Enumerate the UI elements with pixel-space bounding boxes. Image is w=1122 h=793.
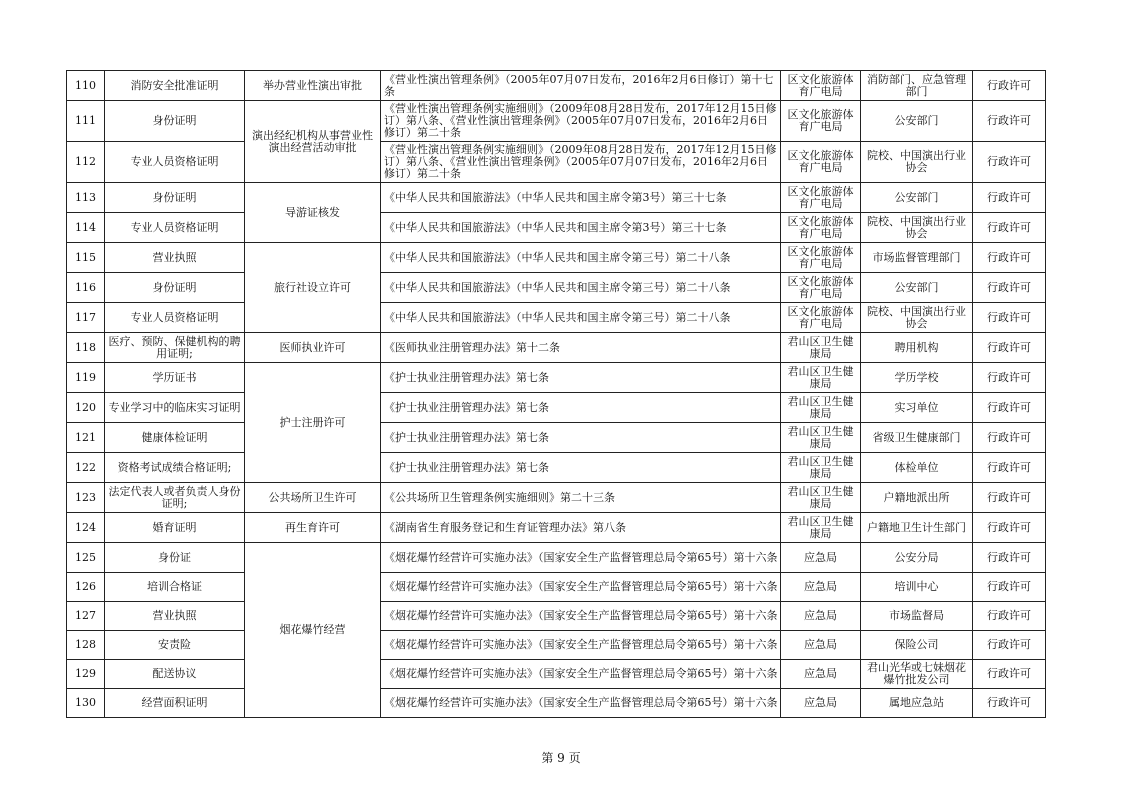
material-name-cell: 营业执照	[105, 243, 245, 273]
issuing-body-cell: 市场监督局	[861, 602, 973, 631]
approval-item-cell: 演出经纪机构从事营业性演出经营活动审批	[245, 101, 381, 183]
department-cell: 君山区卫生健康局	[781, 483, 861, 513]
category-cell: 行政许可	[973, 363, 1046, 393]
row-number-cell: 128	[67, 631, 105, 660]
row-number-cell: 123	[67, 483, 105, 513]
table-row	[67, 660, 1046, 689]
legal-basis-cell: 《烟花爆竹经营许可实施办法》（国家安全生产监督管理总局令第65号）第十六条	[381, 660, 781, 689]
legal-basis-cell: 《烟花爆竹经营许可实施办法》（国家安全生产监督管理总局令第65号）第十六条	[381, 602, 781, 631]
material-name-cell: 身份证	[105, 543, 245, 573]
issuing-body-cell: 院校、中国演出行业协会	[861, 213, 973, 243]
department-cell: 应急局	[781, 660, 861, 689]
approval-item-cell: 医师执业许可	[245, 333, 381, 363]
category-cell: 行政许可	[973, 573, 1046, 602]
row-number-cell: 124	[67, 513, 105, 543]
issuing-body-cell: 户籍地卫生计生部门	[861, 513, 973, 543]
row-number-cell: 121	[67, 423, 105, 453]
row-number-cell: 130	[67, 689, 105, 718]
department-cell: 君山区卫生健康局	[781, 423, 861, 453]
material-name-cell: 消防安全批准证明	[105, 71, 245, 101]
legal-basis-cell: 《营业性演出管理条例》（2005年07月07日发布，2016年2月6日修订）第十七条	[381, 71, 781, 101]
category-cell: 行政许可	[973, 71, 1046, 101]
category-cell: 行政许可	[973, 101, 1046, 142]
table-row	[67, 483, 1046, 513]
row-number-cell: 115	[67, 243, 105, 273]
page-number: 第 9 页	[541, 751, 581, 765]
table-row	[67, 513, 1046, 543]
row-number-cell: 113	[67, 183, 105, 213]
material-name-cell: 经营面积证明	[105, 689, 245, 718]
material-name-cell: 培训合格证	[105, 573, 245, 602]
department-cell: 区文化旅游体育广电局	[781, 183, 861, 213]
issuing-body-cell: 培训中心	[861, 573, 973, 602]
department-cell: 应急局	[781, 602, 861, 631]
table-row	[67, 243, 1046, 273]
table-row	[67, 423, 1046, 453]
issuing-body-cell: 公安部门	[861, 273, 973, 303]
category-cell: 行政许可	[973, 453, 1046, 483]
department-cell: 应急局	[781, 543, 861, 573]
issuing-body-cell: 聘用机构	[861, 333, 973, 363]
row-number-cell: 122	[67, 453, 105, 483]
material-name-cell: 身份证明	[105, 273, 245, 303]
category-cell: 行政许可	[973, 183, 1046, 213]
row-number-cell: 127	[67, 602, 105, 631]
material-name-cell: 婚育证明	[105, 513, 245, 543]
department-cell: 区文化旅游体育广电局	[781, 273, 861, 303]
table-row	[67, 689, 1046, 718]
issuing-body-cell: 保险公司	[861, 631, 973, 660]
category-cell: 行政许可	[973, 423, 1046, 453]
table-row	[67, 453, 1046, 483]
approval-item-cell: 烟花爆竹经营	[245, 543, 381, 718]
category-cell: 行政许可	[973, 602, 1046, 631]
department-cell: 区文化旅游体育广电局	[781, 71, 861, 101]
approval-item-cell: 再生育许可	[245, 513, 381, 543]
table-row	[67, 543, 1046, 573]
department-cell: 区文化旅游体育广电局	[781, 243, 861, 273]
approval-item-cell: 旅行社设立许可	[245, 243, 381, 333]
issuing-body-cell: 省级卫生健康部门	[861, 423, 973, 453]
material-name-cell: 资格考试成绩合格证明;	[105, 453, 245, 483]
row-number-cell: 112	[67, 142, 105, 183]
licensing-materials-table	[66, 70, 1046, 718]
issuing-body-cell: 市场监督管理部门	[861, 243, 973, 273]
issuing-body-cell: 属地应急站	[861, 689, 973, 718]
category-cell: 行政许可	[973, 393, 1046, 423]
category-cell: 行政许可	[973, 631, 1046, 660]
row-number-cell: 126	[67, 573, 105, 602]
table-row	[67, 393, 1046, 423]
department-cell: 应急局	[781, 573, 861, 602]
material-name-cell: 法定代表人或者负责人身份证明;	[105, 483, 245, 513]
issuing-body-cell: 君山光华或七妹烟花爆竹批发公司	[861, 660, 973, 689]
legal-basis-cell: 《烟花爆竹经营许可实施办法》（国家安全生产监督管理总局令第65号）第十六条	[381, 543, 781, 573]
row-number-cell: 116	[67, 273, 105, 303]
category-cell: 行政许可	[973, 513, 1046, 543]
legal-basis-cell: 《烟花爆竹经营许可实施办法》（国家安全生产监督管理总局令第65号）第十六条	[381, 631, 781, 660]
category-cell: 行政许可	[973, 689, 1046, 718]
legal-basis-cell: 《护士执业注册管理办法》第七条	[381, 453, 781, 483]
issuing-body-cell: 消防部门、应急管理部门	[861, 71, 973, 101]
legal-basis-cell: 《中华人民共和国旅游法》（中华人民共和国主席令第三号）第二十八条	[381, 303, 781, 333]
approval-item-cell: 举办营业性演出审批	[245, 71, 381, 101]
legal-basis-cell: 《中华人民共和国旅游法》（中华人民共和国主席令第3号）第三十七条	[381, 213, 781, 243]
department-cell: 君山区卫生健康局	[781, 513, 861, 543]
table-row	[67, 333, 1046, 363]
department-cell: 君山区卫生健康局	[781, 453, 861, 483]
issuing-body-cell: 体检单位	[861, 453, 973, 483]
department-cell: 区文化旅游体育广电局	[781, 142, 861, 183]
issuing-body-cell: 户籍地派出所	[861, 483, 973, 513]
approval-item-cell: 导游证核发	[245, 183, 381, 243]
department-cell: 区文化旅游体育广电局	[781, 303, 861, 333]
material-name-cell: 身份证明	[105, 101, 245, 142]
row-number-cell: 119	[67, 363, 105, 393]
material-name-cell: 专业人员资格证明	[105, 303, 245, 333]
category-cell: 行政许可	[973, 243, 1046, 273]
category-cell: 行政许可	[973, 142, 1046, 183]
table-row	[67, 183, 1046, 213]
material-name-cell: 学历证书	[105, 363, 245, 393]
row-number-cell: 120	[67, 393, 105, 423]
approval-item-cell: 公共场所卫生许可	[245, 483, 381, 513]
legal-basis-cell: 《中华人民共和国旅游法》（中华人民共和国主席令第三号）第二十八条	[381, 273, 781, 303]
row-number-cell: 129	[67, 660, 105, 689]
row-number-cell: 118	[67, 333, 105, 363]
row-number-cell: 110	[67, 71, 105, 101]
legal-basis-cell: 《公共场所卫生管理条例实施细则》第二十三条	[381, 483, 781, 513]
row-number-cell: 125	[67, 543, 105, 573]
legal-basis-cell: 《护士执业注册管理办法》第七条	[381, 423, 781, 453]
approval-item-cell: 护士注册许可	[245, 363, 381, 483]
material-name-cell: 专业人员资格证明	[105, 142, 245, 183]
category-cell: 行政许可	[973, 660, 1046, 689]
table-row	[67, 303, 1046, 333]
legal-basis-cell: 《营业性演出管理条例实施细则》（2009年08月28日发布，2017年12月15日修订）第八条、《营业性演出管理条例》（2005年07月07日发布，2016年2月6日修订）第二十条	[381, 142, 781, 183]
table-row	[67, 363, 1046, 393]
legal-basis-cell: 《营业性演出管理条例实施细则》（2009年08月28日发布，2017年12月15日修订）第八条、《营业性演出管理条例》（2005年07月07日发布，2016年2月6日修订）第二十条	[381, 101, 781, 142]
material-name-cell: 健康体检证明	[105, 423, 245, 453]
legal-basis-cell: 《中华人民共和国旅游法》（中华人民共和国主席令第三号）第二十八条	[381, 243, 781, 273]
issuing-body-cell: 学历学校	[861, 363, 973, 393]
table-row	[67, 602, 1046, 631]
table-row	[67, 142, 1046, 183]
legal-basis-cell: 《护士执业注册管理办法》第七条	[381, 363, 781, 393]
material-name-cell: 安责险	[105, 631, 245, 660]
issuing-body-cell: 院校、中国演出行业协会	[861, 303, 973, 333]
material-name-cell: 专业人员资格证明	[105, 213, 245, 243]
issuing-body-cell: 实习单位	[861, 393, 973, 423]
department-cell: 君山区卫生健康局	[781, 363, 861, 393]
material-name-cell: 医疗、预防、保健机构的聘用证明;	[105, 333, 245, 363]
row-number-cell: 111	[67, 101, 105, 142]
row-number-cell: 114	[67, 213, 105, 243]
material-name-cell: 身份证明	[105, 183, 245, 213]
legal-basis-cell: 《护士执业注册管理办法》第七条	[381, 393, 781, 423]
category-cell: 行政许可	[973, 303, 1046, 333]
issuing-body-cell: 公安分局	[861, 543, 973, 573]
legal-basis-cell: 《烟花爆竹经营许可实施办法》（国家安全生产监督管理总局令第65号）第十六条	[381, 689, 781, 718]
material-name-cell: 营业执照	[105, 602, 245, 631]
material-name-cell: 配送协议	[105, 660, 245, 689]
issuing-body-cell: 公安部门	[861, 183, 973, 213]
category-cell: 行政许可	[973, 333, 1046, 363]
issuing-body-cell: 院校、中国演出行业协会	[861, 142, 973, 183]
table-row	[67, 631, 1046, 660]
table-row	[67, 71, 1046, 101]
department-cell: 区文化旅游体育广电局	[781, 101, 861, 142]
material-name-cell: 专业学习中的临床实习证明	[105, 393, 245, 423]
legal-basis-cell: 《湖南省生育服务登记和生育证管理办法》第八条	[381, 513, 781, 543]
department-cell: 君山区卫生健康局	[781, 393, 861, 423]
category-cell: 行政许可	[973, 483, 1046, 513]
department-cell: 应急局	[781, 631, 861, 660]
legal-basis-cell: 《医师执业注册管理办法》第十二条	[381, 333, 781, 363]
row-number-cell: 117	[67, 303, 105, 333]
category-cell: 行政许可	[973, 543, 1046, 573]
legal-basis-cell: 《烟花爆竹经营许可实施办法》（国家安全生产监督管理总局令第65号）第十六条	[381, 573, 781, 602]
category-cell: 行政许可	[973, 273, 1046, 303]
table-row	[67, 101, 1046, 142]
category-cell: 行政许可	[973, 213, 1046, 243]
table-row	[67, 573, 1046, 602]
department-cell: 区文化旅游体育广电局	[781, 213, 861, 243]
department-cell: 君山区卫生健康局	[781, 333, 861, 363]
department-cell: 应急局	[781, 689, 861, 718]
table-row	[67, 213, 1046, 243]
issuing-body-cell: 公安部门	[861, 101, 973, 142]
legal-basis-cell: 《中华人民共和国旅游法》（中华人民共和国主席令第3号）第三十七条	[381, 183, 781, 213]
table-row	[67, 273, 1046, 303]
